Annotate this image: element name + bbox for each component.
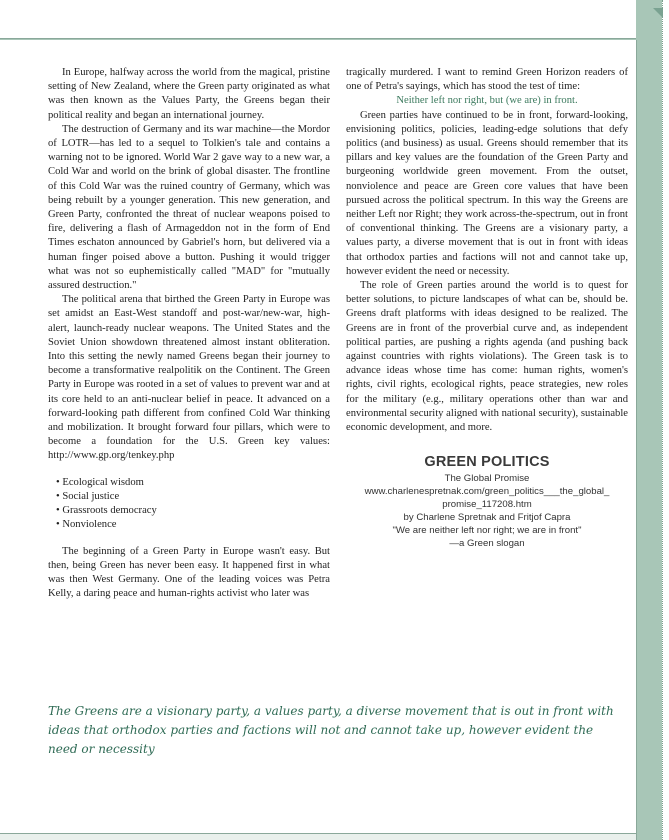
pull-quote: The Greens are a visionary party, a values party, a diverse movement that is out in front with ideas that orthodox parties and factions will not and cannot take up, however evident the need or necessity: [48, 704, 614, 756]
article-page: [0, 40, 637, 840]
book-reference: [346, 455, 628, 550]
book-title: GREEN POLITICS: [424, 454, 550, 471]
book-subtitle: The Global Promise: [444, 473, 530, 485]
petra-slogan: Neither left nor right, but (we are) in front.: [396, 95, 578, 107]
book-quote: "We are neither left nor right; we are in front": [392, 525, 582, 537]
list-item: • Nonviolence: [56, 518, 330, 532]
bottom-rule: [0, 833, 636, 840]
paragraph-role-of-greens: The role of Green parties around the world is to quest for better solutions, to picture landscapes of what can be, should be. Greens draft platforms with ideas designed to be realized. The Greens are in front of the proverbial curve and, as independent political parties, are pushing a rights agenda (and pushing back against countries with rights violations). The Green task is to advance ideas whose time has come: human rights, women's rights, civil rights, ecological rights, peace strategies, new roles for the military (e.g., military operations other than war and environmental security aligned with national security), sustainable economic development, and more.: [346, 280, 628, 434]
paragraph-cold-war: The destruction of Germany and its war machine—the Mordor of LOTR—has led to a sequel to Tolkien's tale and contains a warning not to be ignored. World War 2 gave way to a new war, a Cold War and world on the brink of global disaster. The frontline of this Cold War was the ruined country of Germany, which was being rebuilt by a younger generation. This new generation, and Green Party, confronted the threat of nuclear weapons poised to fire, delivering a flash of Armageddon not in the form of End Times eschaton announced by Gabriel's horn, but delivered via a human finger poised above a button. Pushing it would trigger what was not so euphemistically called "MAD" for "mutually assured destruction.": [48, 123, 330, 292]
paragraph-continuation: tragically murdered. I want to remind Green Horizon readers of one of Petra's sayings, which has stood the test of time:: [346, 67, 628, 93]
four-pillars-list: [56, 476, 330, 533]
top-band: [0, 0, 669, 40]
paragraph-political-arena: The political arena that birthed the Green Party in Europe was set amidst an East-West standoff and post-war/new-war, high-alert, launch-ready nuclear weapons. The United States and the Soviet Union showdown threatened almost instant obliteration. Into this setting the newly named Greens began their journey to become a transformative realpolitik on the Continent. The Green Party in Europe was rooted in a set of values to prevent war and at its core held to an anti-nuclear belief in peace. It advanced on a forward-looking path different from confined Cold War thinking and mobilization. It brought forward four pillars, which were to become a foundation for the U.S. Green key values: http://www.gp.org/tenkey.php: [48, 294, 330, 462]
book-attribution: —a Green slogan: [449, 538, 525, 550]
book-url-line-2: promise_117208.htm: [442, 499, 532, 511]
left-column: [48, 66, 330, 601]
paragraph-in-front: Green parties have continued to be in front, forward-looking, envisioning politics, policies, leading-edge solutions that defy politics (and business) as usual. Greens should remember that its pillars and key values are the foundation of the Green Party and burgeoning worldwide green movement. From the outset, nonviolence and peace are Green core values that have been pursued across the political spectrum. In this way the Greens are neither Left nor Right; they work across-the-spectrum, out in front of conventional thinking. The Greens are a visionary party, a values party, a diverse movement that is out in front with ideas that orthodox parties and factions will not and cannot take up, however evident the need or necessity.: [346, 109, 628, 277]
book-url-line-1: www.charlenespretnak.com/green_politics___the_global_: [364, 486, 610, 498]
list-item: • Ecological wisdom: [56, 476, 330, 490]
right-column: [346, 66, 628, 550]
list-item: • Grassroots democracy: [56, 504, 330, 518]
page-edge-dotted-rule: [662, 0, 669, 840]
list-item: • Social justice: [56, 490, 330, 504]
page-corner-fold-icon: [653, 8, 663, 18]
book-authors: by Charlene Spretnak and Fritjof Capra: [403, 512, 571, 524]
right-margin-band: [636, 0, 669, 840]
paragraph-petra-kelly: The beginning of a Green Party in Europe wasn't easy. But then, being Green has never been easy. It happened first in what was then West Germany. One of the leading voices was Petra Kelly, a daring peace and human-rights activist who later was: [48, 545, 330, 600]
paragraph-values-party: In Europe, halfway across the world from the magical, pristine setting of New Zealand, where the Green party originated as what was then known as the Values Party, the Greens began their political reality and began an international journey.: [48, 67, 330, 121]
